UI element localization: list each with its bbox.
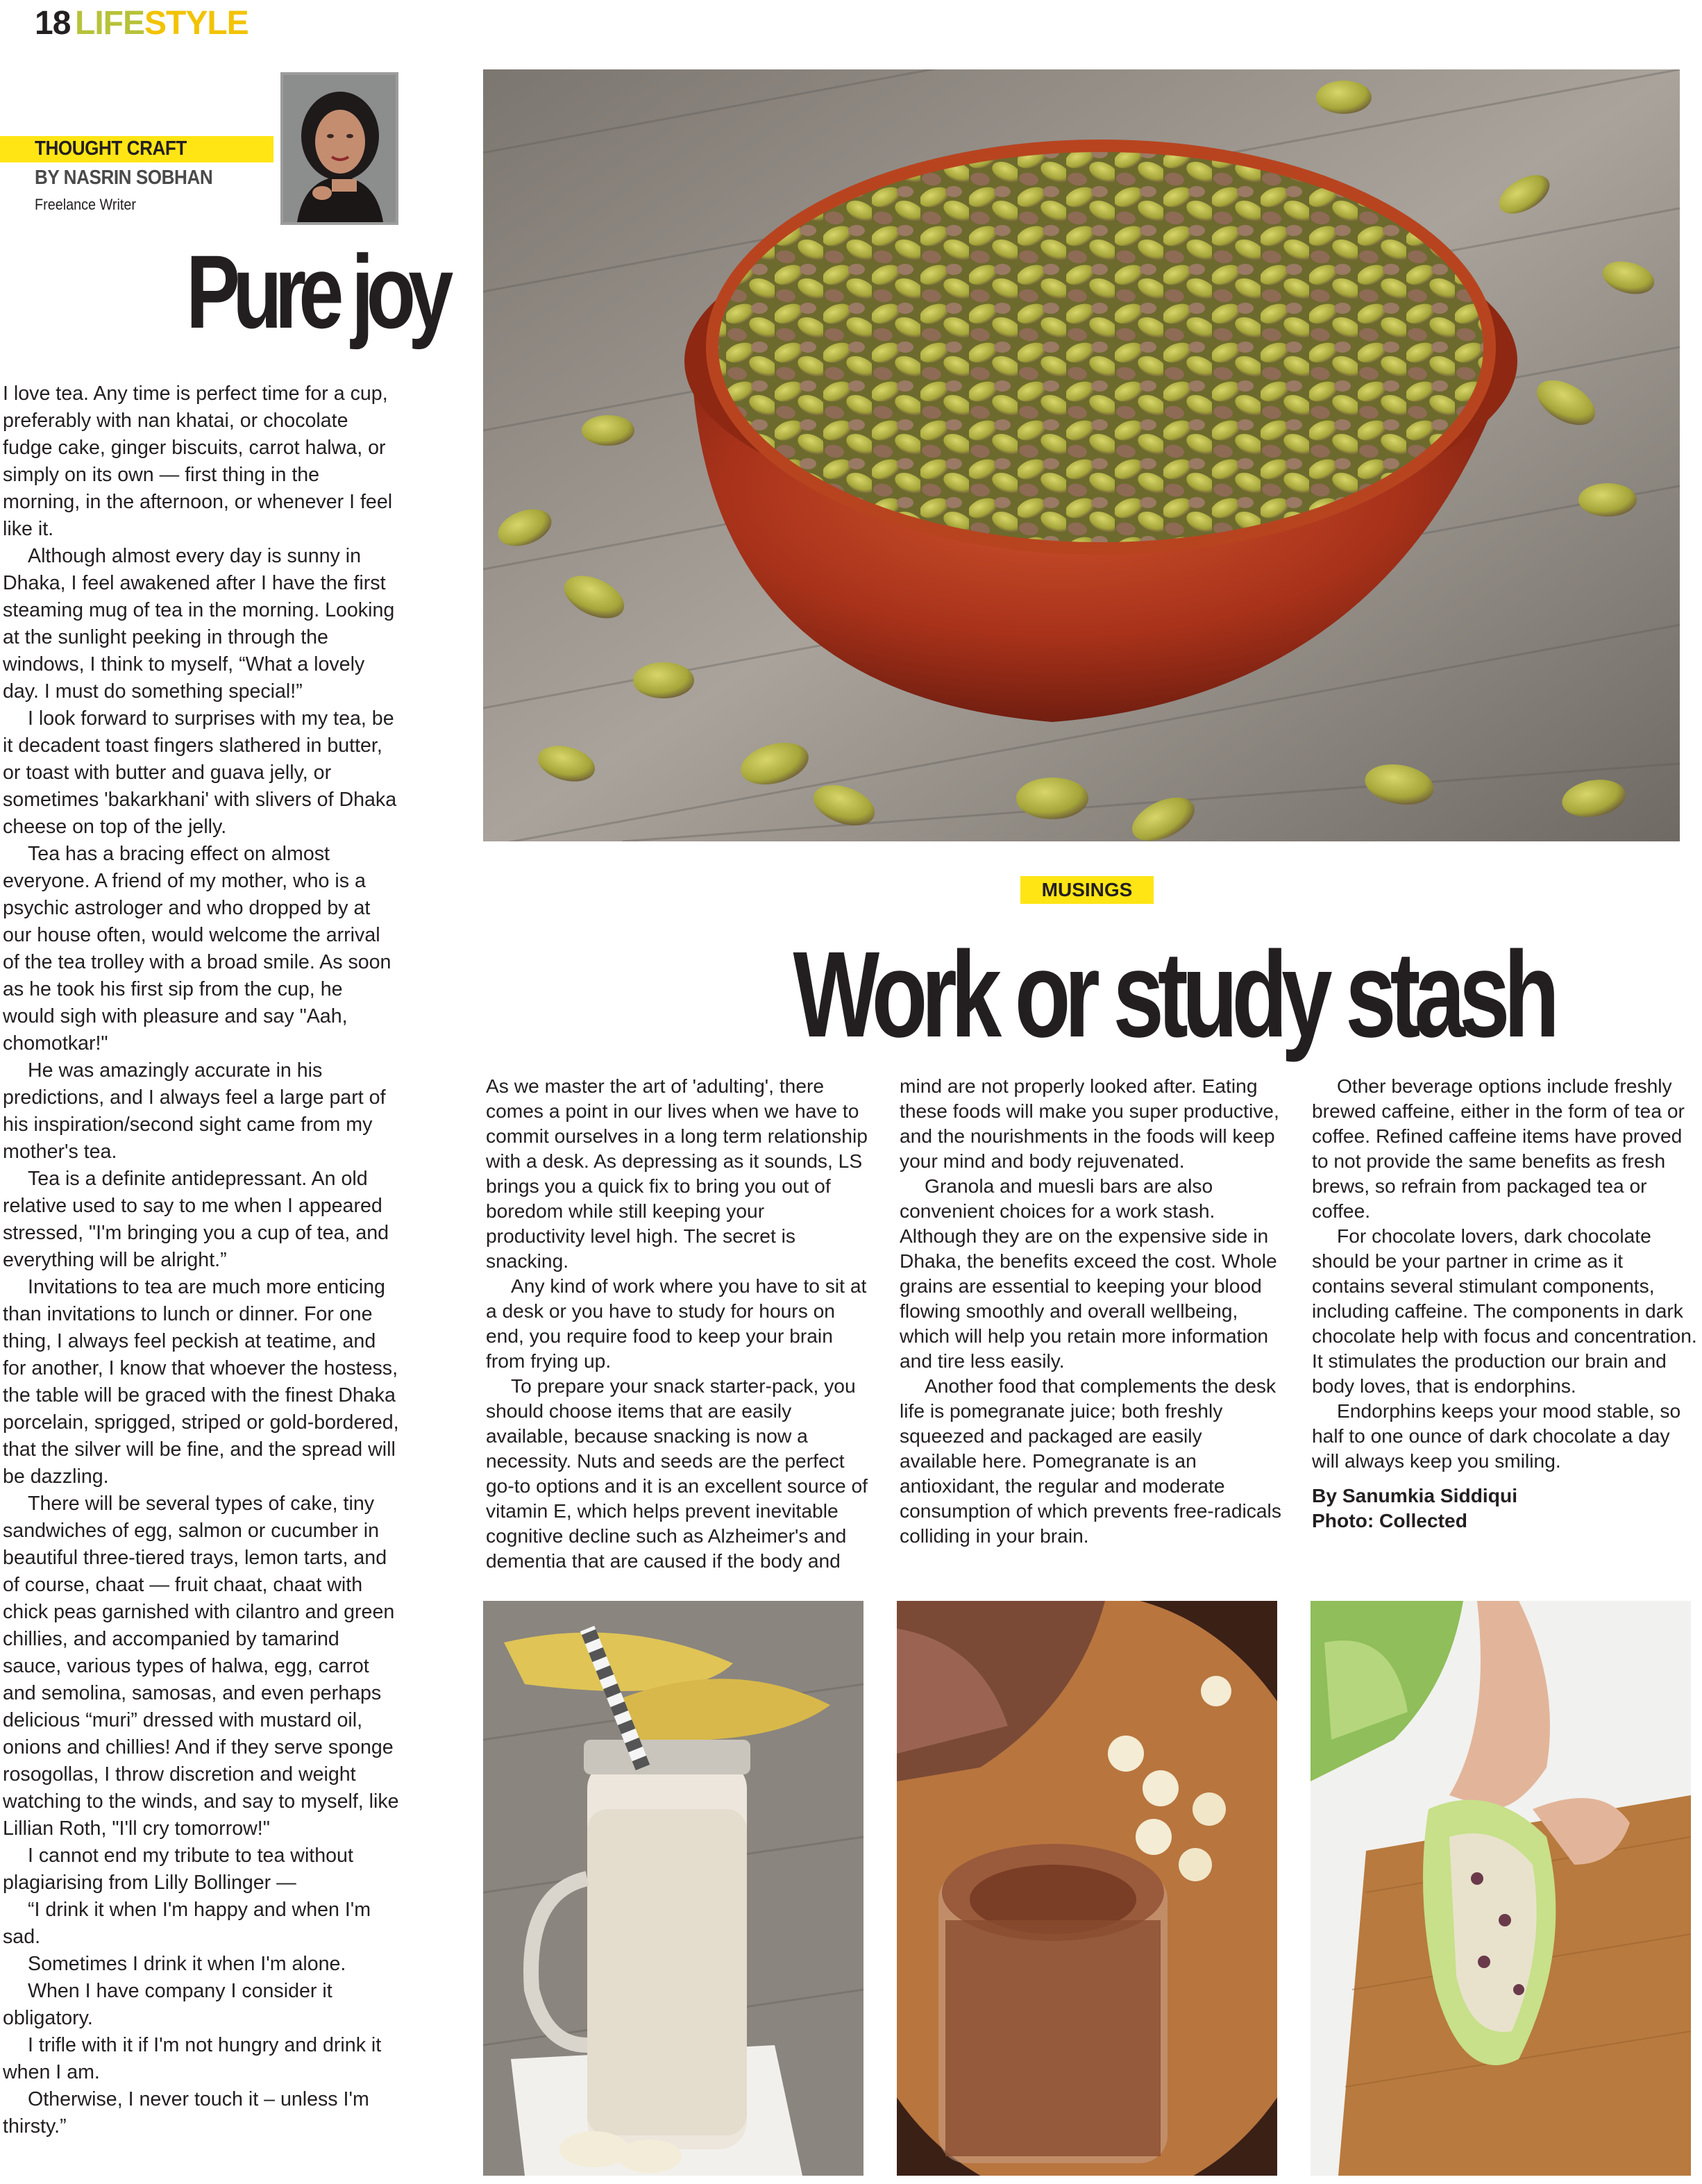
section-logo [75,4,248,42]
smoothie-photo [483,1601,863,2176]
author-photo [280,72,398,225]
feature-paragraph: Another food that complements the desk life is pomegranate juice; both freshly squeezed and packaged are easily available here. Pomegranate is an antioxidant, the regular and moderate consumption of which prevents free-radicals colliding in your brain. [900,1375,1281,1547]
column-paragraph: “I drink it when I'm happy and when I'm sad. [3,1899,371,1948]
column-paragraph: Although almost every day is sunny in Dhaka, I feel awakened after I have the first steaming mug of tea in the morning. Looking at the sunlight peeking in through the windows, I think to myself, “What a lovely day. I must do something special!” [3,545,395,703]
feature-paragraph: Granola and muesli bars are also convenient choices for a work stash. Although they are on the expensive side in Dhaka, the benefits exceed the cost. Whole grains are essential to keeping your blood flowing smoothly and overall wellbeing, which will help you retain more information and tire less easily. [900,1175,1277,1372]
author-title: Freelance Writer [35,196,136,213]
feature-credits [1312,1483,1701,1533]
column-paragraph: Tea is a definite antidepressant. An old relative used to say to me when I appeared stressed, "I'm bringing you a cup of tea, and everything will be alright.” [3,1168,389,1271]
column-paragraph: I look forward to surprises with my tea, be it decadent toast fingers slathered in butter, or toast with butter and guava jelly, or sometimes 'bakarkhani' with slivers of Dhaka cheese on top of the jelly. [3,707,397,838]
feature-headline: Work or study stash [793,927,1554,1063]
feature-column-3 [1312,1073,1701,1533]
column-paragraph: I cannot end my tribute to tea without plagiarising from Lilly Bollinger — [3,1845,353,1894]
column-paragraph: He was amazingly accurate in his predictions, and I always feel a large part of his inspiration/second sight came from my mother's tea. [3,1059,386,1163]
nut-butter-photo [897,1601,1277,2176]
feature-paragraph: Endorphins keeps your mood stable, so half to one ounce of dark chocolate a day will always keep you smiling. [1312,1400,1681,1472]
section-logo-style: STYLE [144,5,248,42]
column-paragraph: I trifle with it if I'm not hungry and drink it when I am. [3,2034,382,2083]
feature-paragraph: Any kind of work where you have to sit at a desk or you have to study for hours on end, you require food to keep your brain from frying up. [486,1275,867,1372]
column-paragraph: When I have company I consider it obligatory. [3,1980,332,2029]
section-logo-life: LIFE [75,5,144,42]
feature-column-2 [900,1073,1281,1548]
page-number: 18 [35,5,71,42]
column-paragraph: Invitations to tea are much more enticing than invitations to lunch or dinner. For one thing, I always feel peckish at teatime, and for another, I know that whoever the hostess, the table will be graced with the finest Dhaka porcelain, sprigged, striped or gold-bordered, that the silver will be fine, and the spread will be dazzling. [3,1276,399,1488]
column-paragraph: Otherwise, I never touch it – unless I'm thirsty.” [3,2088,369,2137]
feature-paragraph: For chocolate lovers, dark chocolate should be your partner in crime as it contains several stimulant components, including caffeine. The components in dark chocolate help with focus and concentration. It stimulates the production our brain and body loves, that is endorphins. [1312,1225,1697,1397]
column-byline: BY NASRIN SOBHAN [35,167,213,189]
feature-paragraph: As we master the art of 'adulting', there comes a point in our lives when we have to commit ourselves in a long term relationship with a desk. As depressing as it sounds, LS brings you a quick fix to bring you out of boredom while still keeping your productivity level high. The secret is snacking. [486,1075,868,1272]
column-paragraph: Tea has a bracing effect on almost everyone. A friend of my mother, who is a psychic astrologer and who dropped by at our house often, would welcome the arrival of the tea trolley with a broad smile. As soon as he took his first sip from the cup, he would sigh with pleasure and say "Aah, chomotkar!" [3,843,391,1055]
lettuce-wrap-photo [1311,1601,1691,2176]
column-kicker: THOUGHT CRAFT [35,137,187,160]
column-paragraph: I love tea. Any time is perfect time for a cup, preferably with nan khatai, or chocolate fudge cake, ginger biscuits, carrot halwa, or simply on its own — first thing in the morning, in the afternoon, or whenever I feel like it. [3,383,393,540]
feature-paragraph: mind are not properly looked after. Eating these foods will make you super productive, and the nourishments in the foods will keep your mind and body rejuvenated. [900,1075,1279,1172]
hero-photo [483,69,1680,841]
credit-author: By Sanumkia Siddiqui [1312,1484,1518,1506]
feature-column-1 [486,1073,868,1573]
column-paragraph: Sometimes I drink it when I'm alone. [28,1953,346,1975]
credit-photo: Photo: Collected [1312,1509,1467,1531]
feature-paragraph: Other beverage options include freshly brewed caffeine, either in the form of tea or coffee. Refined caffeine items have proved to not provide the same benefits as fresh brews, so refrain from packaged tea or coffee. [1312,1075,1685,1222]
column-headline: Pure joy [186,233,446,350]
column-body [3,380,400,2140]
feature-paragraph: To prepare your snack starter-pack, you should choose items that are easily available, because snacking is now a necessity. Nuts and seeds are the perfect go-to options and it is an excellent source of vitamin E, which helps prevent inevitable cognitive decline such as Alzheimer's and dementia that are caused if the body and [486,1375,868,1572]
column-paragraph: There will be several types of cake, tiny sandwiches of egg, salmon or cucumber in beautiful three-tiered trays, lemon tarts, and of course, chaat — fruit chaat, chaat with chick peas garnished with cilantro and green chillies, and accompanied by tamarind sauce, various types of halwa, egg, carrot and semolina, samosas, and even perhaps delicious “muri” dressed with mustard oil, onions and chillies! And if they serve sponge rosogollas, I throw discretion and weight watching to the winds, and say to myself, like Lillian Roth, "I'll cry tomorrow!" [3,1493,399,1840]
feature-kicker: MUSINGS [1041,879,1133,900]
